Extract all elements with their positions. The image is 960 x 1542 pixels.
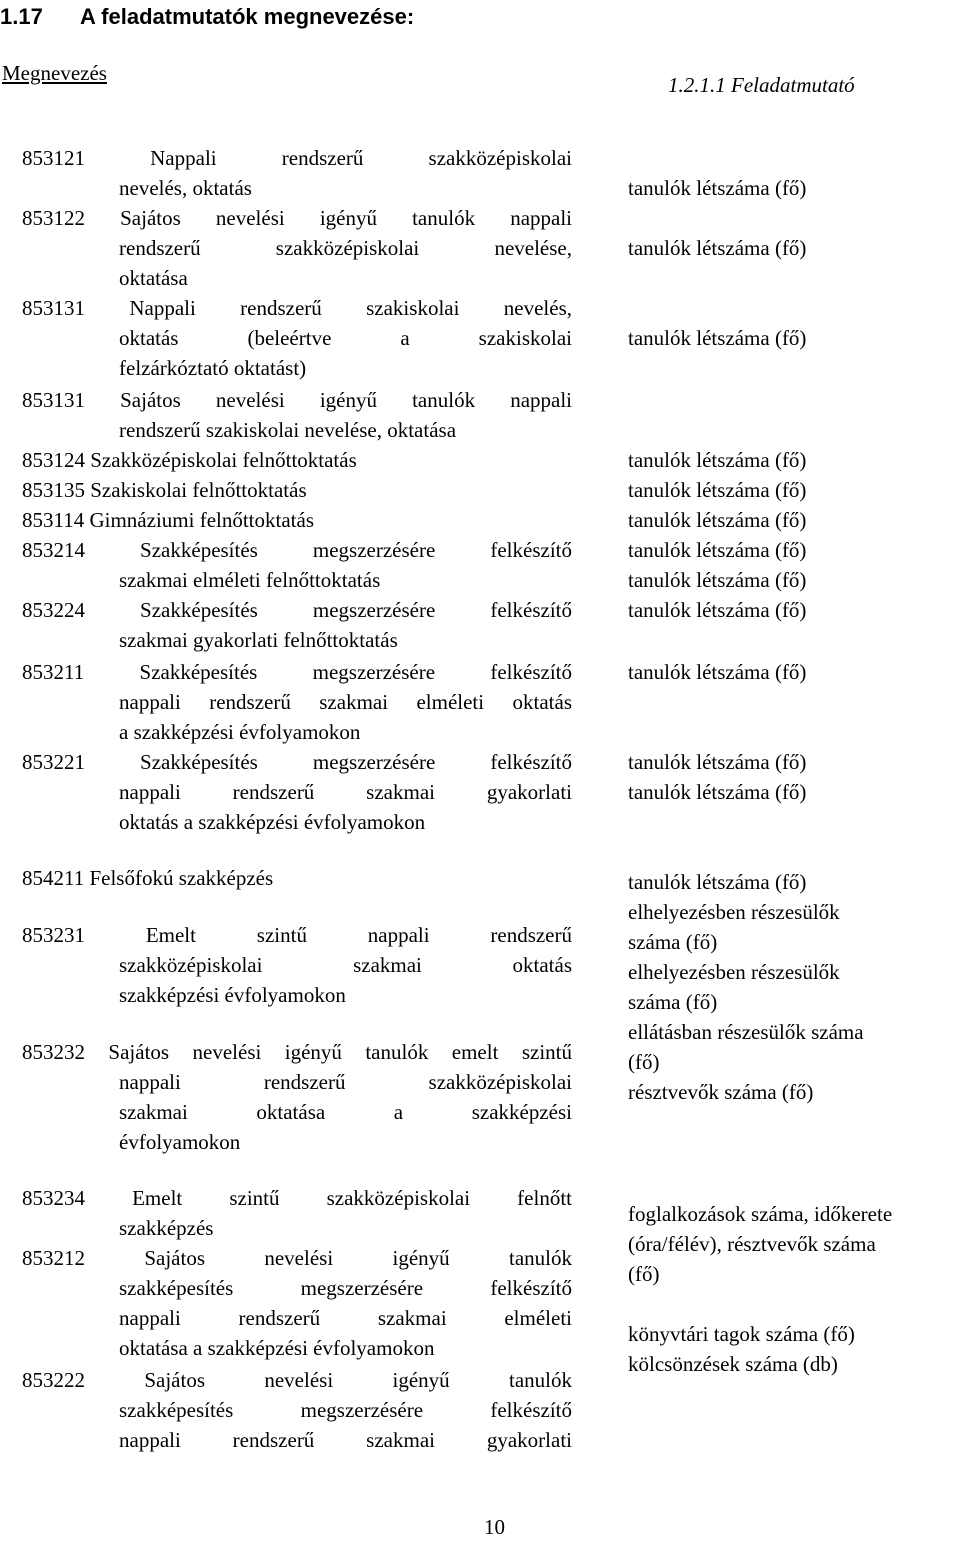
left-line: nappali rendszerű szakmai elméleti [119,1306,572,1330]
left-line: 853211 Szakképesítés megszerzésére felkészítő [22,660,572,684]
left-line: 853234 Emelt szintű szakközépiskolai felnőtt [22,1186,572,1210]
indicator-line: tanulók létszáma (fő) [628,236,807,260]
left-line: nappali rendszerű szakmai gyakorlati [119,780,572,804]
indicator-line: tanulók létszáma (fő) [628,598,807,622]
left-line: 854211 Felsőfokú szakképzés [22,866,274,890]
left-line: szakmai oktatása a szakképzési [119,1100,572,1124]
indicator-line: tanulók létszáma (fő) [628,870,807,894]
left-line: évfolyamokon [119,1130,241,1154]
left-line: oktatása [119,266,188,290]
indicator-line: tanulók létszáma (fő) [628,568,807,592]
left-line: a szakképzési évfolyamokon [119,720,361,744]
indicator-line: (fő) [628,1050,660,1074]
indicator-line: tanulók létszáma (fő) [628,750,807,774]
indicator-line: tanulók létszáma (fő) [628,176,807,200]
left-line: 853224 Szakképesítés megszerzésére felkészítő [22,598,572,622]
left-line: rendszerű szakközépiskolai nevelése, [119,236,572,260]
left-line: szakképzés [119,1216,214,1240]
left-line: nevelés, oktatás [119,176,252,200]
left-line: szakképzési évfolyamokon [119,983,346,1007]
indicator-line: száma (fő) [628,990,718,1014]
indicator-line: (óra/félév), résztvevők száma [628,1232,876,1256]
indicator-line: tanulók létszáma (fő) [628,326,807,350]
left-line: 853114 Gimnáziumi felnőttoktatás [22,508,315,532]
indicator-line: száma (fő) [628,930,718,954]
left-line: 853222 Sajátos nevelési igényű tanulók [22,1368,572,1392]
indicator-line: tanulók létszáma (fő) [628,478,807,502]
left-line: 853124 Szakközépiskolai felnőttoktatás [22,448,357,472]
indicator-line: foglalkozások száma, időkerete [628,1202,893,1226]
left-line: oktatása a szakképzési évfolyamokon [119,1336,435,1360]
indicator-line: tanulók létszáma (fő) [628,660,807,684]
left-line: nappali rendszerű szakmai gyakorlati [119,1428,572,1452]
indicator-line: tanulók létszáma (fő) [628,538,807,562]
indicator-line: tanulók létszáma (fő) [628,780,807,804]
left-line: szakmai elméleti felnőttoktatás [119,568,381,592]
indicator-line: tanulók létszáma (fő) [628,508,807,532]
left-line: szakképesítés megszerzésére felkészítő [119,1276,572,1300]
left-line: 853121 Nappali rendszerű szakközépiskolai [22,146,572,170]
left-line: 853131 Nappali rendszerű szakiskolai nevelés, [22,296,572,320]
left-line: rendszerű szakiskolai nevelése, oktatása [119,418,457,442]
left-line: szakképesítés megszerzésére felkészítő [119,1398,572,1422]
indicator-line: elhelyezésben részesülők [628,960,840,984]
indicator-line: kölcsönzések száma (db) [628,1352,838,1376]
left-line: oktatás a szakképzési évfolyamokon [119,810,426,834]
indicator-line: elhelyezésben részesülők [628,900,840,924]
section-title: A feladatmutatók megnevezése: [80,4,415,29]
indicator-line: (fő) [628,1262,660,1286]
column-header-left: Megnevezés [2,61,107,85]
left-line: 853221 Szakképesítés megszerzésére felkészítő [22,750,572,774]
left-line: felzárkóztató oktatást) [119,356,307,380]
left-line: szakközépiskolai szakmai oktatás [119,953,572,977]
left-line: 853231 Emelt szintű nappali rendszerű [22,923,572,947]
left-line: nappali rendszerű szakmai elméleti oktatás [119,690,572,714]
left-line: 853135 Szakiskolai felnőttoktatás [22,478,307,502]
left-line: 853212 Sajátos nevelési igényű tanulók [22,1246,572,1270]
left-line: 853131 Sajátos nevelési igényű tanulók nappali [22,388,572,412]
column-header-right: 1.2.1.1 Feladatmutató [668,73,855,97]
left-line: 853232 Sajátos nevelési igényű tanulók emelt szintű [22,1040,572,1064]
section-number: 1.17 [0,4,43,29]
indicator-line: tanulók létszáma (fő) [628,448,807,472]
left-line: nappali rendszerű szakközépiskolai [119,1070,572,1094]
indicator-line: könyvtári tagok száma (fő) [628,1322,855,1346]
left-line: 853122 Sajátos nevelési igényű tanulók nappali [22,206,572,230]
indicator-line: résztvevők száma (fő) [628,1080,814,1104]
left-line: szakmai gyakorlati felnőttoktatás [119,628,398,652]
page-number: 10 [484,1515,505,1539]
indicator-line: ellátásban részesülők száma [628,1020,864,1044]
left-line: oktatás (beleértve a szakiskolai [119,326,572,350]
left-line: 853214 Szakképesítés megszerzésére felkészítő [22,538,572,562]
